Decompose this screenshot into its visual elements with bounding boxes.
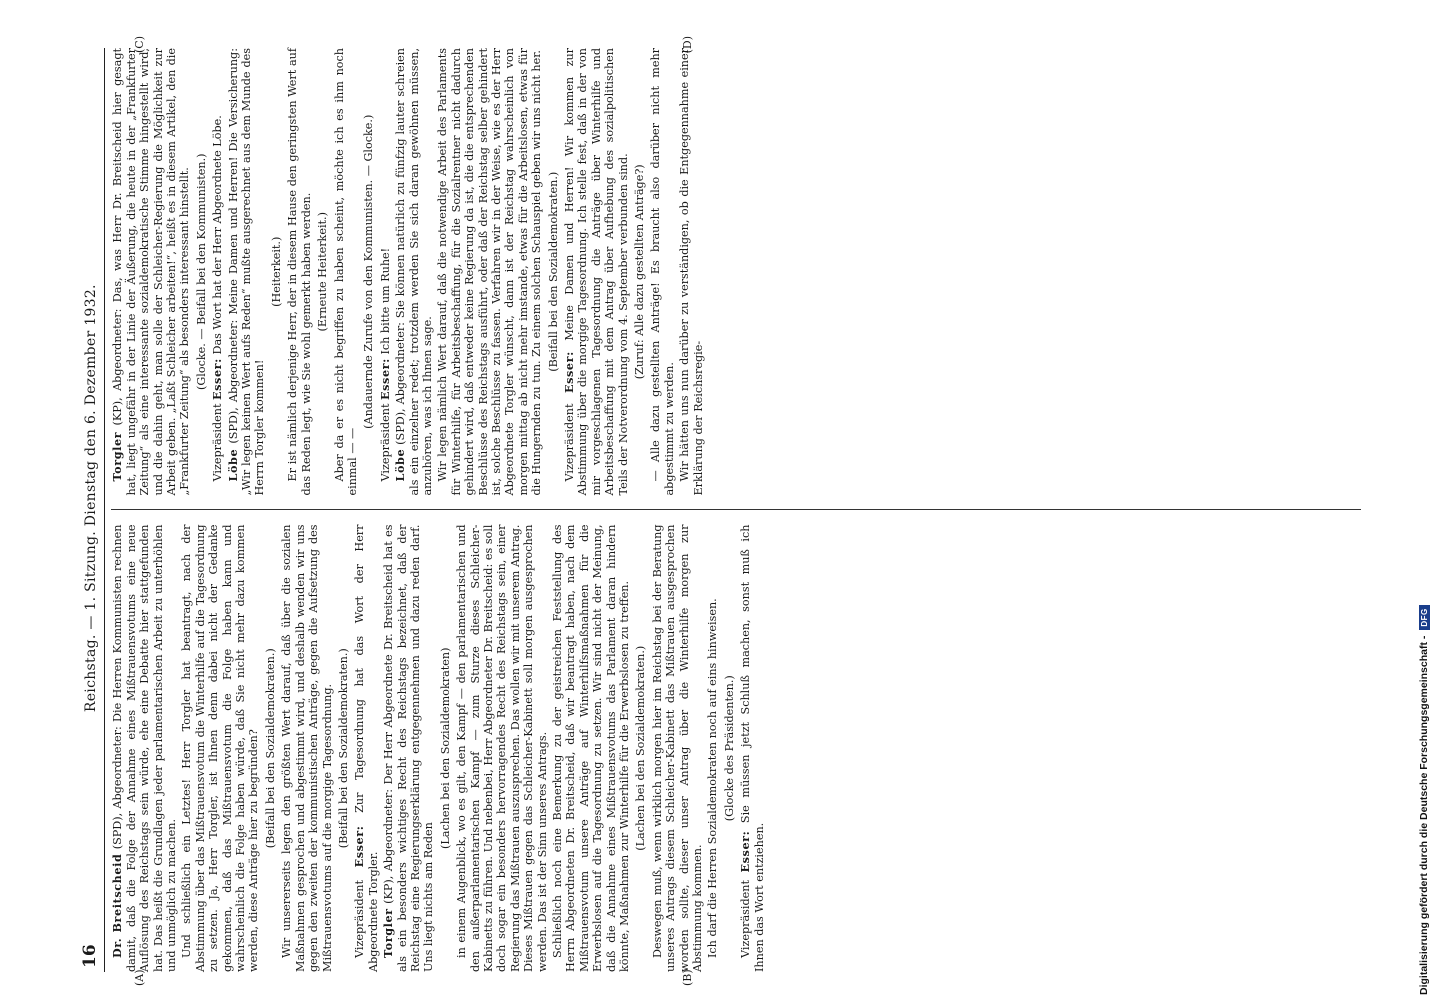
speech-paragraph: in einem Augenblick, wo es gilt, den Kampf — den parlamentarischen und den außerparlamentarischen Kampf — zum Sturze dieses Schleicher-Kabinetts zu führen. Und nebenbei, Herr Abgeordneter Dr. Breitscheid: es soll doch sogar ein besonders hervorragendes Recht des Reichstags sein, einer Regierung das Mißtrauen auszusprechen. Das wollen wir mit unserem Antrag. Dieses Mißtrauen gegen das Schleicher-Kabinett soll morgen ausgesprochen werden. Das ist der Sinn unseres Antrags. (455, 524, 549, 972)
left-column (110, 524, 1361, 986)
margin-marker-c: (C) (133, 36, 147, 53)
running-header (80, 48, 105, 972)
paragraph-text: Das Wort hat der Herr Abgeordnete Löbe. (211, 115, 225, 355)
paragraph-text: Meine Damen und Herren! Wir kommen zur Abstimmung über die morgige Tagesordnung. Ich stelle fest, daß in der von mir vorgeschlagenen Tagesordnung die Anträge über Winterhilfe und Arbeitsbeschaffung mit dem Antrag über Aufhebung des sozialpolitischen Teils der Notverordnung vom 4. September verbunden sind. (563, 47, 630, 496)
interjection: (Lachen bei den Sozialdemokraten.) (634, 645, 648, 851)
paragraph-text: (SPD), Abgeordneter: Meine Damen und Herren! Die Versicherung: „Wir legen keinen Wert aufs Reden“ mußte ausgerechnet aus dem Munde des Herrn Torgler kommen! (226, 48, 267, 496)
speech-paragraph: — Alle dazu gestellten Anträge! Es braucht also darüber nicht mehr abgestimmt zu werden. (649, 48, 676, 496)
speaker-title: Vizepräsident (378, 403, 392, 482)
speech-paragraph (111, 48, 191, 496)
dfg-logo: DFG (1419, 605, 1430, 629)
speech-paragraph: Wir legen nämlich Wert darauf, daß die notwendige Arbeit des Parlaments für Winterhilfe, für Arbeitsbeschaffung, für die Sozialrentner nicht dadurch gehindert wird, daß entweder keine Regierung da ist, die die entsprechenden Beschlüsse des Reichstags ausführt, oder daß der Reichstag selber gehindert ist, solche Beschlüsse zu fassen. Verfahren wir in der Weise, wie es der Herr Abgeordnete Torgler wünscht, dann ist der Reichstag wahrscheinlich von morgen mittag ab nicht mehr imstande, etwas für die Arbeitslosen, etwas für die Hungernden zu tun. Zu einem solchen Schauspiel geben wir uns nicht her. (436, 48, 544, 496)
speech-paragraph (394, 48, 434, 496)
document-page (70, 30, 1410, 990)
speaker-name: Torgler (110, 431, 125, 482)
text-columns (110, 36, 1361, 986)
paragraph-text: Sie müssen jetzt Schluß machen, sonst muß ich Ihnen das Wort entziehen. (739, 524, 766, 972)
speech-paragraph (379, 48, 392, 496)
speaker-name: Esser: (210, 358, 225, 400)
speech-paragraph (211, 48, 224, 496)
speech-paragraph: Und schließlich ein Letztes! Herr Torgler hat beantragt, nach der Abstimmung über das Mißtrauensvotum die Winterhilfe auf die Tagesordnung zu setzen. Ja, Herr Torgler, ist Ihnen denn dabei nicht der Gedanke gekommen, daß das Mißtrauensvotum die Folge haben kann und wahrscheinlich die Folge haben würde, daß Sie nicht mehr dazu kommen werden, diese Anträge hier zu begründen? (180, 524, 261, 972)
speech-paragraph (563, 48, 630, 496)
speaker-name: Esser: (377, 358, 392, 400)
speech-paragraph: Wir hätten uns nun darüber zu verständigen, ob die Entgegennahme einer Erklärung der Reichsregie- (678, 48, 705, 496)
interjection: (Zuruf: Alle dazu gestellten Anträge?) (633, 164, 647, 380)
speaker-title: Vizepräsident (211, 403, 225, 482)
speech-paragraph: Er ist nämlich derjenige Herr, der in diesem Hause den geringsten Wert auf das Reden legt, wie Sie wohl gemerkt haben werden. (286, 48, 313, 496)
speaker-name: Esser: (352, 825, 367, 868)
speech-paragraph: Wir unsererseits legen den größten Wert darauf, daß über die sozialen Maßnahmen gesprochen und abgestimmt wird, und deshalb wenden wir uns gegen den zweiten der kommunistischen Anträge, gegen die Aufsetzung des Mißtrauensvotums auf die morgige Tagesordnung. (280, 524, 334, 972)
speech-paragraph: Aber da er es nicht begriffen zu haben scheint, möchte ich es ihm noch einmal — — (332, 48, 359, 496)
margin-marker-a: (A) (133, 969, 147, 986)
paragraph-text: (KP), Abgeordneter: Das, was Herr Dr. Breitscheid hier gesagt hat, liegt ungefähr in der Linie der Äußerung, die heute in der „Frankfurter Zeitung“ als eine interessante sozialdemokratische Stimme hingestellt wird, und die dahin geht, man solle der Schleicher-Regierung die Möglichkeit zur Arbeit geben. „Laßt Schleicher arbeiten!“, heißt es in diesem Artikel, den die „Frankfurter Zeitung“ als besonders interessant hinstellt. (111, 48, 192, 496)
speech-paragraph (382, 525, 436, 973)
interjection: (Glocke des Präsidenten.) (722, 675, 736, 822)
paragraph-text: (KP), Abgeordneter: Der Herr Abgeordnete Dr. Breitscheid hat es als ein besonders wichtiges Recht des Reichstags bezeichnet, daß der Reichstag eine Regierungserklärung entgegennehmen und dazu reden darf. Uns liegt nichts am Reden (382, 524, 436, 972)
page-title: Reichstag. — 1. Sitzung. Dienstag den 6. Dezember 1932. (83, 284, 99, 713)
margin-marker-b: (B) (681, 969, 695, 986)
interjection: (Heiterkeit.) (269, 236, 283, 307)
paragraph-text: Ich bitte um Ruhe! (378, 247, 392, 355)
speaker-title: Vizepräsident (739, 880, 753, 958)
speech-paragraph: Schließlich noch eine Bemerkung zu der geistreichen Feststellung des Herrn Abgeordneten Dr. Breitscheid, daß wir beantragt haben, nach dem Mißtrauensvotum unsere Anträge auf Winterhilfsmaßnahmen für die Erwerbslosen auf die Tagesordnung zu setzen. Wir sind nicht der Meinung, daß die Annahme eines Mißtrauensvotums das Parlament daran hindern könnte, Maßnahmen zur Winterhilfe für die Erwerbslosen zu treffen. (551, 524, 632, 972)
paragraph-text: (SPD), Abgeordneter: Sie können natürlich zu fünfzig lauter schreien als ein einzelner redet; trotzdem werden Sie sich daran gewöhnen müssen, anzuhören, was ich Ihnen sage. (394, 48, 434, 496)
interjection: (Beifall bei den Sozialdemokraten.) (546, 171, 560, 372)
interjection: (Beifall bei den Sozialdemokraten.) (263, 648, 277, 849)
speaker-title: Vizepräsident (563, 403, 576, 482)
right-column (110, 36, 1361, 511)
interjection: (Lachen bei den Sozialdemokraten) (438, 647, 452, 850)
interjection: (Beifall bei den Sozialdemokraten.) (336, 648, 350, 849)
paragraph-text: (SPD), Abgeordneter: Die Herren Kommunisten rechnen damit, daß die Folge der Annahme eines Mißtrauensvotums eine neue Auflösung des Reichstags sein würde, ehe eine Debatte hier stattgefunden hat. Das heißt die Grundlagen jeder parlamentarischen Arbeit zu unterhöhlen und unmöglich zu machen. (111, 524, 179, 972)
speaker-title: Vizepräsident (353, 880, 367, 958)
speech-paragraph (739, 525, 766, 973)
speech-paragraph: Deswegen muß, wenn wirklich morgen hier im Reichstag bei der Beratung unseres Antrags diesem Schleicher-Kabinett das Mißtrauen ausgesprochen worden sollte, dieser unser Antrag über die Winterhilfe morgen zur Abstimmung kommen. (650, 524, 705, 972)
speech-paragraph (111, 525, 178, 973)
speaker-name: Löbe (393, 448, 408, 482)
interjection: (Glocke. — Beifall bei den Kommunisten.) (194, 153, 208, 391)
speech-paragraph (227, 48, 267, 496)
margin-marker-d: (D) (681, 36, 695, 54)
page-number: 16 (80, 944, 100, 968)
credit-text: Digitalisierung gefördert durch die Deutsche Forschungsgemeinschaft - (1418, 635, 1430, 995)
speaker-name: Esser: (738, 830, 753, 873)
speaker-name: Dr. Breitscheid (110, 853, 125, 958)
speaker-name: Löbe (225, 448, 240, 482)
speaker-name: Esser: (562, 351, 576, 394)
interjection: (Erneute Heiterkeit.) (316, 212, 330, 332)
speech-paragraph (353, 525, 380, 973)
speaker-name: Torgler (381, 908, 396, 958)
speech-paragraph: Ich darf die Herren Sozialdemokraten noch auf eins hinweisen. (706, 598, 720, 958)
interjection: (Andauernde Zurufe von den Kommunisten. — Glocke.) (362, 114, 376, 429)
paragraph-text: Zur Tagesordnung hat das Wort der Herr Abgeordnete Torgler. (353, 524, 380, 972)
digitization-credit (1418, 5, 1430, 995)
